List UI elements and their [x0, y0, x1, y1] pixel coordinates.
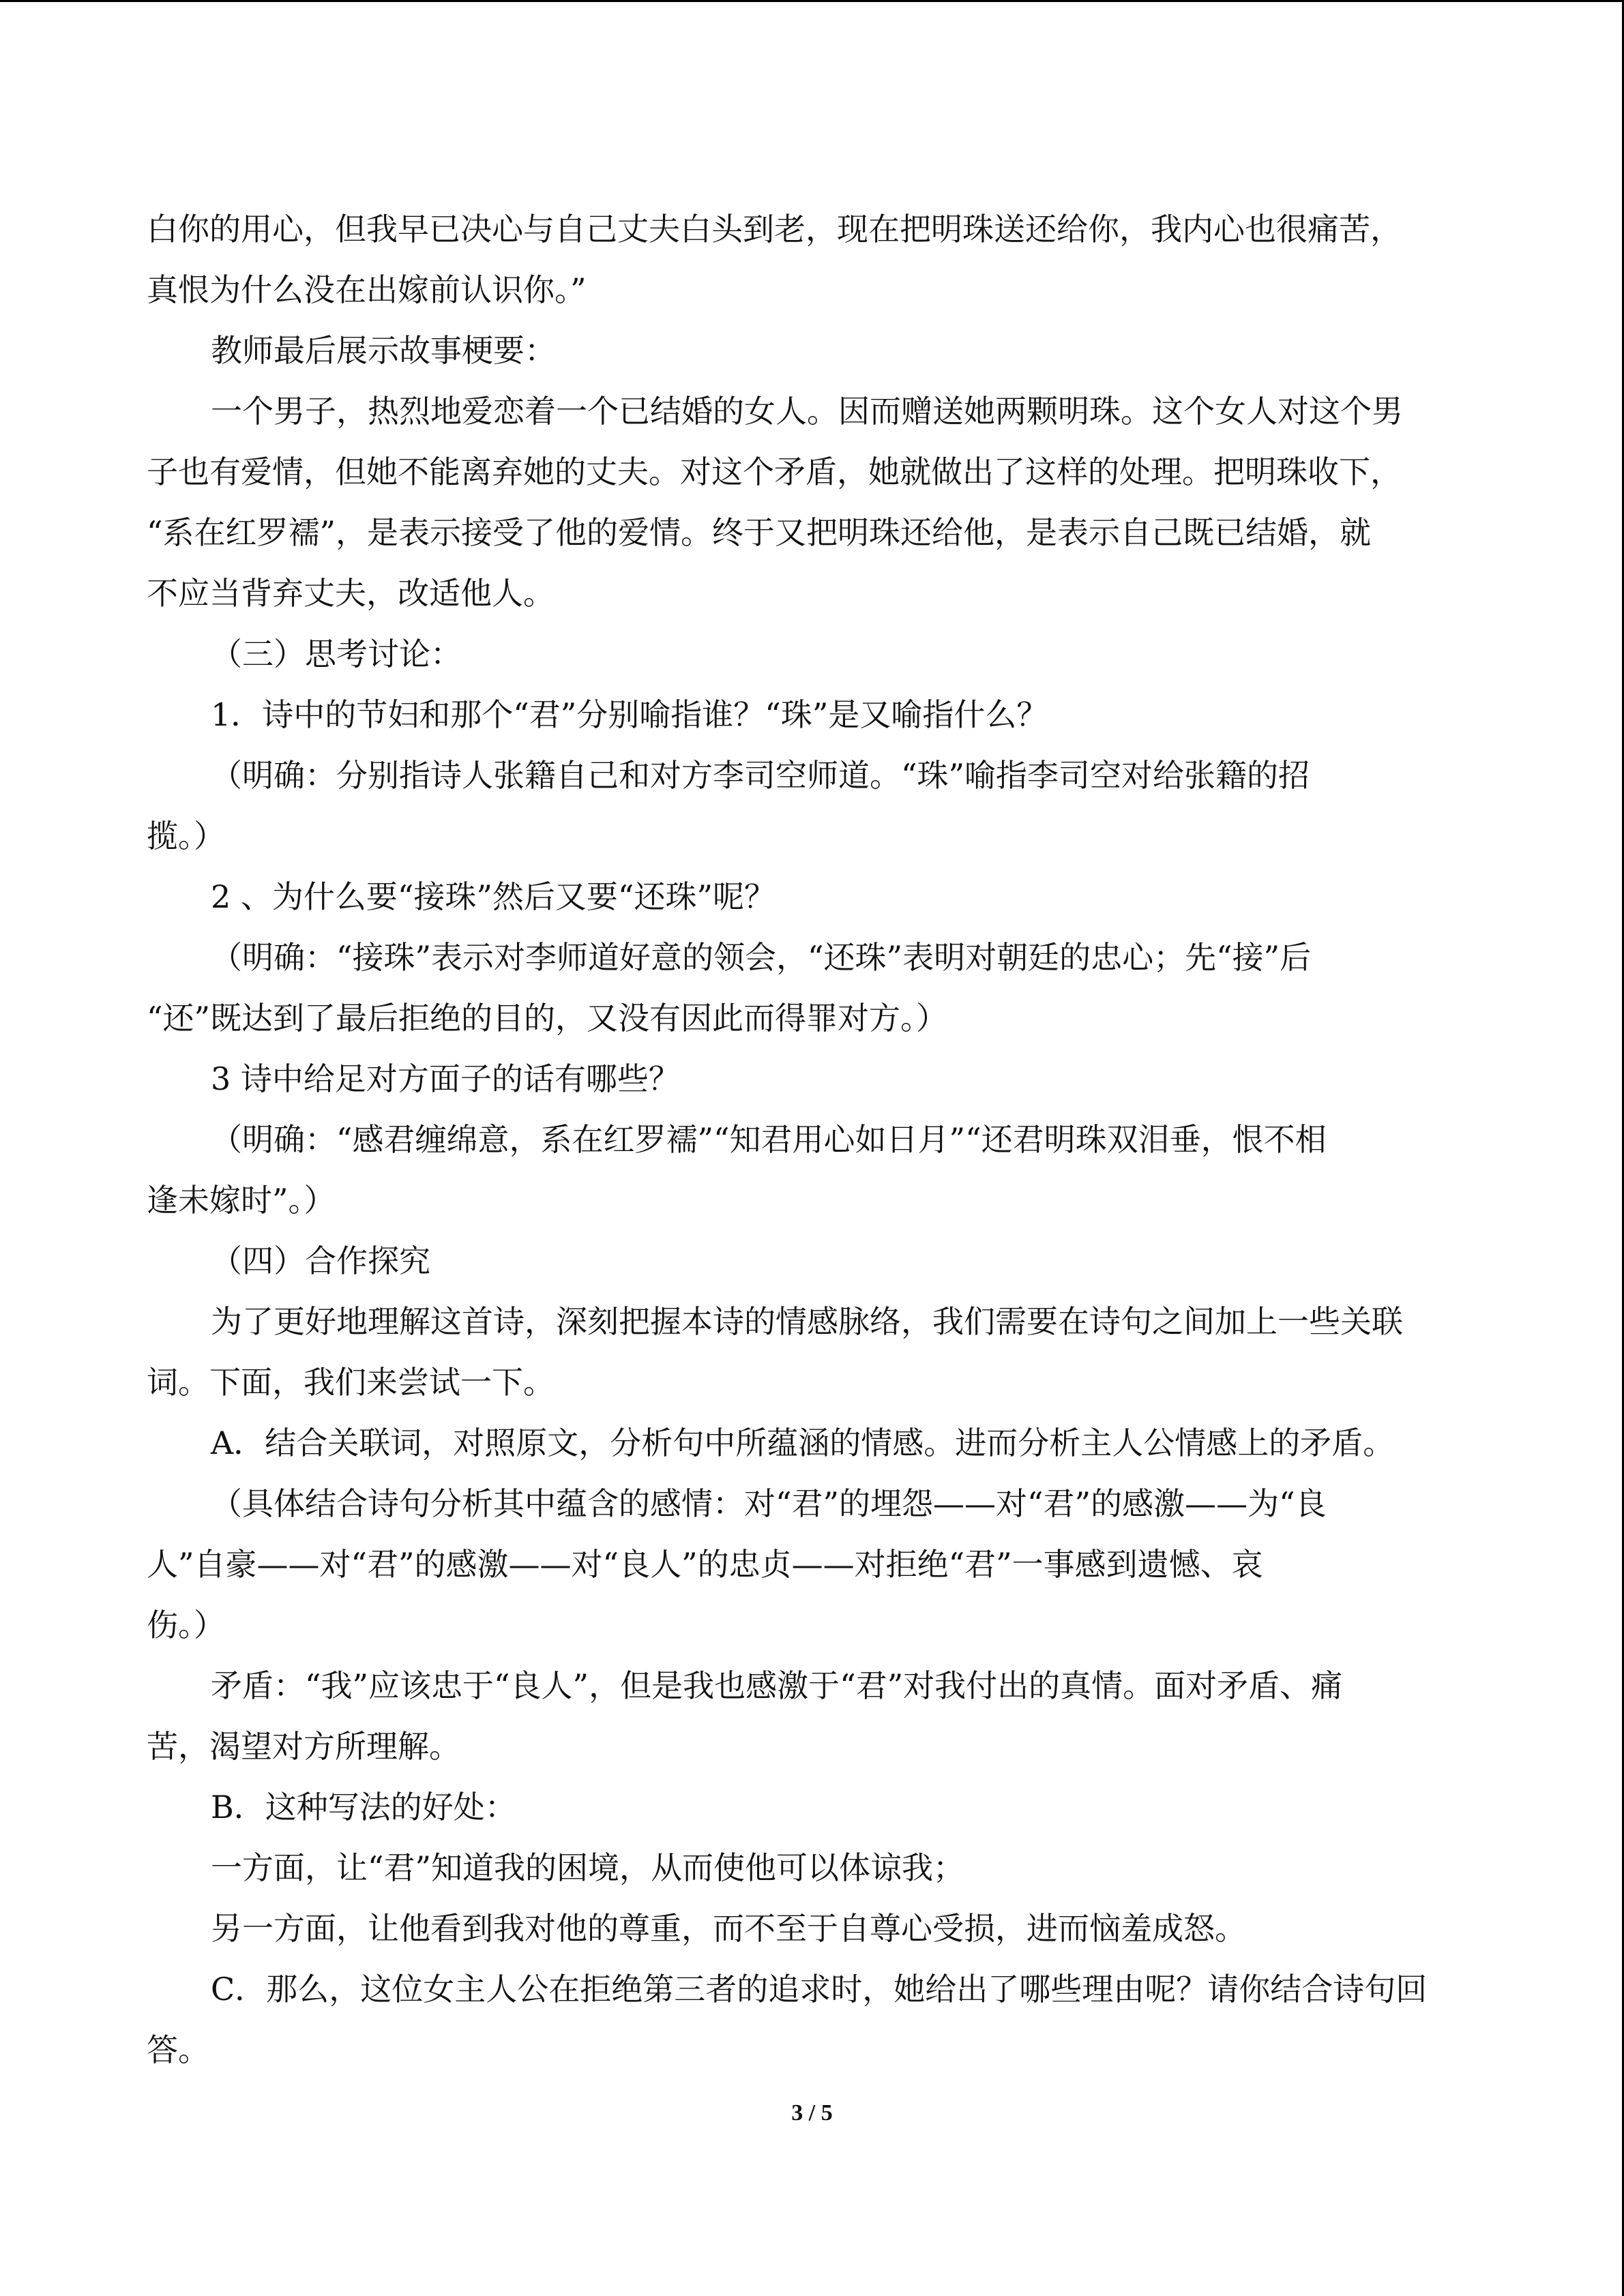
text-line: 答。 — [147, 2031, 209, 2068]
text-line: 真恨为什么没在出嫁前认识你。” — [147, 271, 587, 308]
document-body — [147, 199, 1477, 2081]
question-line: 1．诗中的节妇和那个“君”分别喻指谁？“珠”是又喻指什么？ — [211, 696, 1048, 733]
text-line: B．这种写法的好处： — [211, 1789, 516, 1825]
text-line: 矛盾：“我”应该忠于“良人”，但是我也感激于“君”对我付出的真情。面对矛盾、痛 — [211, 1667, 1343, 1704]
text-line: 人”自豪——对“君”的感激——对“良人”的忠贞——对拒绝“君”一事感到遗憾、哀 — [147, 1546, 1263, 1583]
text-line: C．那么，这位女主人公在拒绝第三者的追求时，她给出了哪些理由呢？请你结合诗句回 — [211, 1971, 1428, 2008]
section-heading: （四）合作探究 — [211, 1242, 430, 1279]
answer-line: （明确：“感君缠绵意，系在红罗襦”“知君用心如日月”“还君明珠双泪垂，恨不相 — [211, 1121, 1327, 1158]
text-line: 一个男子，热烈地爱恋着一个已结婚的女人。因而赠送她两颗明珠。这个女人对这个男 — [211, 393, 1403, 430]
answer-line: 逢未嫁时”。） — [147, 1182, 336, 1219]
text-line: 词。下面，我们来尝试一下。 — [147, 1364, 555, 1401]
answer-line: （明确：“接珠”表示对李师道好意的领会，“还珠”表明对朝廷的忠心；先“接”后 — [211, 939, 1312, 976]
text-line: 另一方面，让他看到我对他的尊重，而不至于自尊心受损，进而恼羞成怒。 — [211, 1910, 1246, 1947]
text-line: 白你的用心，但我早已决心与自己丈夫白头到老，现在把明珠送还给你，我内心也很痛苦， — [147, 211, 1402, 248]
text-line: A．结合关联词，对照原文，分析句中所蕴涵的情感。进而分析主人公情感上的矛盾。 — [211, 1425, 1395, 1461]
text-line: 苦，渴望对方所理解。 — [147, 1728, 460, 1765]
question-line: 3 诗中给足对方面子的话有哪些？ — [211, 1060, 680, 1097]
answer-line: 揽。） — [147, 818, 225, 854]
text-line: 不应当背弃丈夫，改适他人。 — [147, 575, 555, 612]
text-line: 教师最后展示故事梗要： — [211, 332, 556, 369]
answer-line: （明确：分别指诗人张籍自己和对方李司空师道。“珠”喻指李司空对给张籍的招 — [211, 757, 1310, 794]
text-line: 为了更好地理解这首诗，深刻把握本诗的情感脉络，我们需要在诗句之间加上一些关联 — [211, 1303, 1403, 1340]
text-line: （具体结合诗句分析其中蕴含的感情：对“君”的埋怨——对“君”的感激——为“良 — [211, 1485, 1327, 1522]
text-line: 子也有爱情，但她不能离弃她的丈夫。对这个矛盾，她就做出了这样的处理。把明珠收下， — [147, 453, 1402, 490]
section-heading: （三）思考讨论： — [211, 636, 462, 672]
question-line: 2 、为什么要“接珠”然后又要“还珠”呢？ — [211, 878, 776, 915]
text-line: 一方面，让“君”知道我的困境，从而使他可以体谅我； — [211, 1849, 965, 1886]
text-line: 伤。） — [147, 1607, 225, 1643]
answer-line: “还”既达到了最后拒绝的目的，又没有因此而得罪对方。） — [147, 1000, 948, 1037]
page-border-top — [0, 0, 1624, 2]
page-number: 3 / 5 — [791, 2100, 833, 2126]
text-line: “系在红罗襦”，是表示接受了他的爱情。终于又把明珠还给他，是表示自己既已结婚，就 — [147, 514, 1372, 551]
